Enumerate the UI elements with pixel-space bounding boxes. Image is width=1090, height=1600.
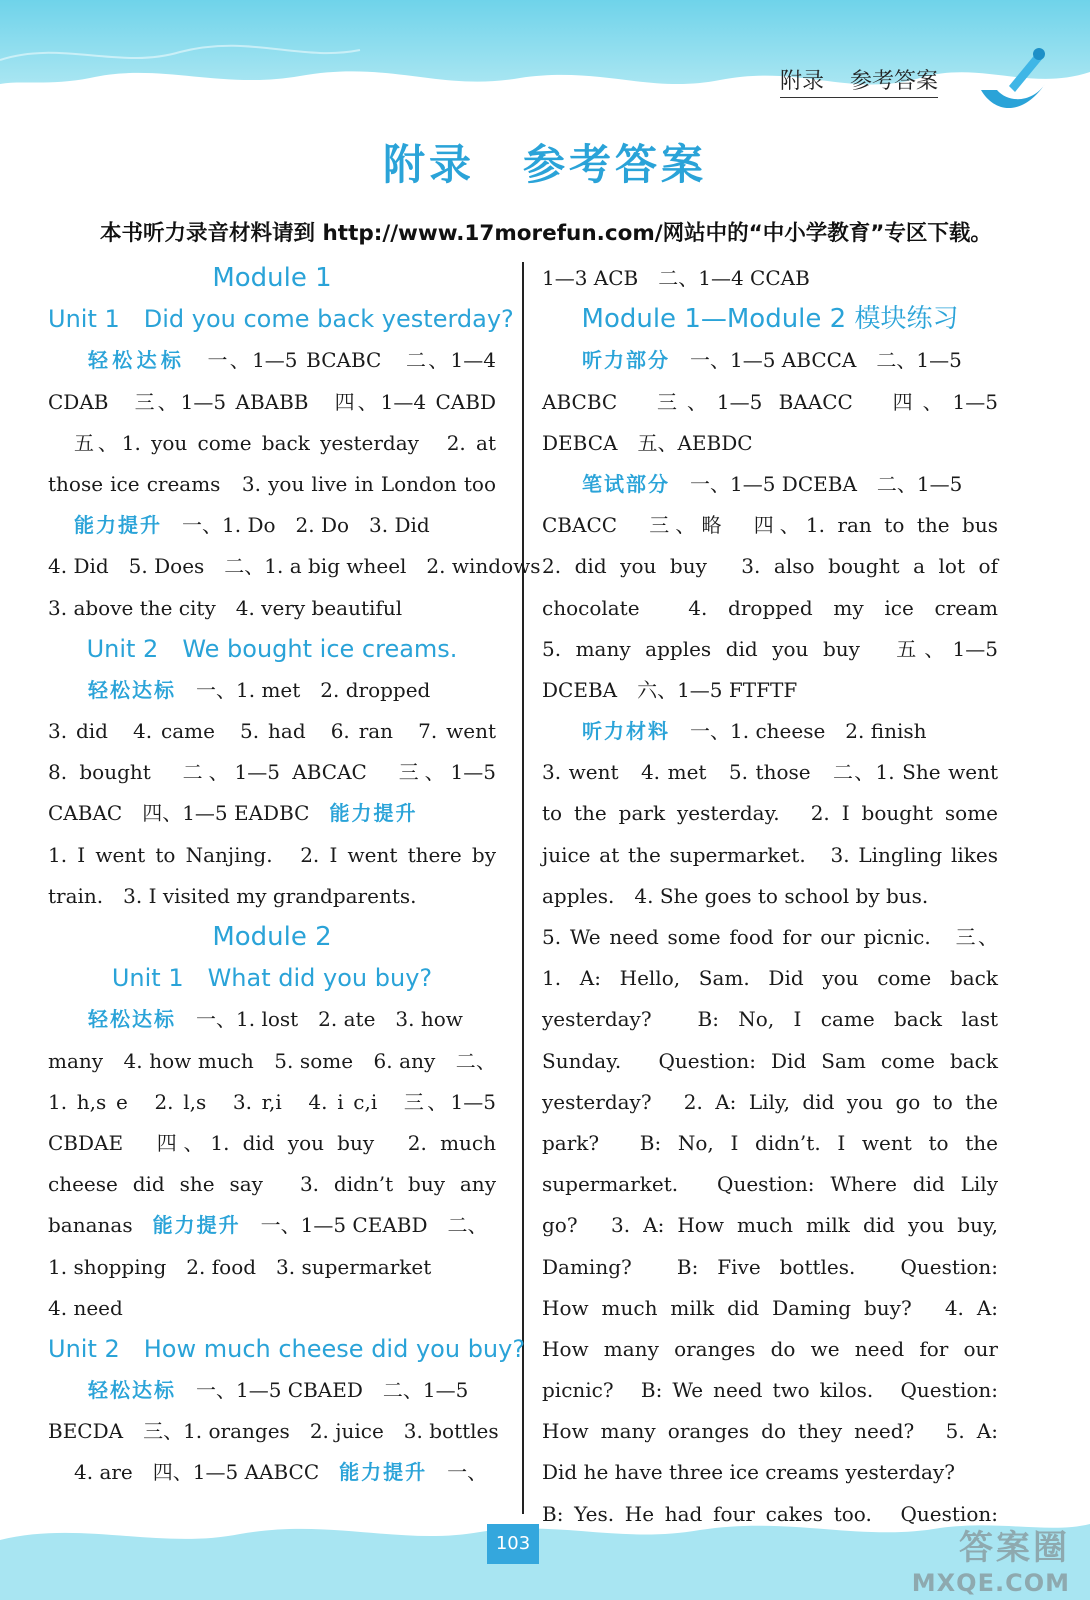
answer-line: supermarket. Question: Where did Lily xyxy=(542,1172,998,1197)
answer-line: many 4. how much 5. some 6. any 二、 xyxy=(48,1048,496,1073)
answer-line: those ice creams 3. you live in London too xyxy=(48,471,496,496)
section-tag: 轻松达标 xyxy=(88,1378,176,1403)
answer-line: 8. bought 二、1—5 ABCAC 三、1—5 xyxy=(48,760,496,785)
answer-line: 五、1. you come back yesterday 2. at xyxy=(74,430,496,455)
answer-line: 听力材料 一、1. cheese 2. finish xyxy=(582,719,927,744)
page-number: 103 xyxy=(487,1524,539,1564)
header-wave-band xyxy=(0,0,1090,120)
header-title: 参考答案 xyxy=(850,69,939,94)
answer-line: 1. h,s e 2. l,s 3. r,i 4. i c,i 三、1—5 xyxy=(48,1089,496,1114)
answer-line: 2. did you buy 3. also bought a lot of xyxy=(542,554,998,579)
answer-line: How many oranges do they need? 5. A: xyxy=(542,1419,998,1444)
answer-line: BECDA 三、1. oranges 2. juice 3. bottles xyxy=(48,1419,499,1444)
section-tag: 听力部分 xyxy=(582,348,670,373)
module-practice-heading: Module 1—Module 2 模块练习 xyxy=(581,304,959,335)
answer-line: train. 3. I visited my grandparents. xyxy=(48,883,417,908)
module-heading xyxy=(48,917,496,958)
answer-line: 笔试部分 一、1—5 DCEBA 二、1—5 xyxy=(582,471,963,496)
answer-line: chocolate 4. dropped my ice cream xyxy=(542,595,998,620)
answer-line: 1. shopping 2. food 3. supermarket xyxy=(48,1254,432,1279)
section-tag: 笔试部分 xyxy=(582,471,670,496)
answer-line: to the park yesterday. 2. I bought some xyxy=(542,801,998,826)
answer-line: ABCBC 三、1—5 BAACC 四、1—5 xyxy=(542,389,998,414)
m2-unit1-heading: Unit 1 What did you buy? xyxy=(111,964,433,993)
answer-line: DCEBA 六、1—5 FTFTF xyxy=(542,677,798,702)
answer-line: 3. went 4. met 5. those 二、1. She went xyxy=(542,760,998,785)
section-tag: 轻松达标 xyxy=(88,348,186,373)
answer-line: picnic? B: We need two kilos. Question: xyxy=(542,1378,998,1403)
unit-heading xyxy=(48,299,514,340)
section-tag: 能力提升 xyxy=(74,513,162,538)
answer-line: yesterday? B: No, I came back last xyxy=(542,1007,998,1032)
module-2-heading: Module 2 xyxy=(212,922,332,952)
answer-line: park? B: No, I didn’t. I went to the xyxy=(542,1130,998,1155)
answer-line: juice at the supermarket. 3. Lingling likes xyxy=(542,842,998,867)
section-tag: 能力提升 xyxy=(152,1213,241,1238)
answer-line: 4. need xyxy=(48,1295,123,1320)
answer-line: Sunday. Question: Did Sam come back xyxy=(542,1048,998,1073)
answer-line: 3. above the city 4. very beautiful xyxy=(48,595,403,620)
answer-line: DEBCA 五、AEBDC xyxy=(542,430,753,455)
answer-line: CABAC 四、1—5 EADBC 能力提升 xyxy=(48,801,418,826)
answer-line: 轻松达标 一、1—5 BCABC 二、1—4 xyxy=(88,348,496,373)
left-column xyxy=(48,258,541,1494)
answer-line: 1. I went to Nanjing. 2. I went there by xyxy=(48,842,496,867)
section-tag: 轻松达标 xyxy=(88,677,176,702)
m1-unit2-heading: Unit 2 We bought ice creams. xyxy=(86,634,458,663)
running-header xyxy=(780,64,938,98)
answer-line: 4. are 四、1—5 AABCC 能力提升 一、 xyxy=(74,1460,488,1485)
answer-line: Did he have three ice creams yesterday? xyxy=(542,1460,955,1485)
answer-line: CBACC 三、略 四、1. ran to the bus xyxy=(542,513,998,538)
answer-line: 轻松达标 一、1. lost 2. ate 3. how xyxy=(88,1007,463,1032)
answer-line: 能力提升 一、1. Do 2. Do 3. Did xyxy=(74,513,430,538)
answer-line: 1. A: Hello, Sam. Did you come back xyxy=(542,966,998,991)
section-tag: 轻松达标 xyxy=(88,1007,176,1032)
unit-heading xyxy=(48,958,496,999)
section-tag: 听力材料 xyxy=(582,719,670,744)
answer-line: 5. many apples did you buy 五、1—5 xyxy=(542,636,998,661)
answer-line: B: Yes. He had four cakes too. Question: xyxy=(542,1501,998,1526)
answer-line: 5. We need some food for our picnic. 三、 xyxy=(542,925,998,949)
answer-line: yesterday? 2. A: Lily, did you go to the xyxy=(542,1089,998,1114)
answer-line: bananas 能力提升 一、1—5 CEABD 二、 xyxy=(48,1213,488,1238)
answer-line: go? 3. A: How much milk did you buy, xyxy=(542,1213,998,1238)
unit-heading xyxy=(48,1329,526,1370)
m1-unit1-heading: Unit 1 Did you come back yesterday? xyxy=(48,305,514,334)
module-1-heading: Module 1 xyxy=(212,263,332,293)
answer-line: CBDAE 四、1. did you buy 2. much xyxy=(48,1130,496,1155)
page-title-right: 参考答案 xyxy=(523,140,708,189)
page-title-left: 附录 xyxy=(382,140,475,189)
answer-line: 轻松达标 一、1. met 2. dropped xyxy=(88,677,431,702)
module-heading xyxy=(48,258,496,299)
answer-line: How much milk did Daming buy? 4. A: xyxy=(542,1295,998,1320)
watermark-url: MXQE.COM xyxy=(911,1569,1070,1597)
answer-line: 1—3 ACB 二、1—4 CCAB xyxy=(542,266,810,290)
swoosh-logo-icon xyxy=(975,44,1055,120)
answer-line: apples. 4. She goes to school by bus. xyxy=(542,883,929,908)
answer-line: How many oranges do we need for our xyxy=(542,1336,998,1361)
header-section: 附录 xyxy=(780,69,825,94)
practice-heading xyxy=(542,299,998,340)
answer-line: 听力部分 一、1—5 ABCCA 二、1—5 xyxy=(582,348,962,373)
answer-line: 3. did 4. came 5. had 6. ran 7. went xyxy=(48,719,496,744)
section-tag: 能力提升 xyxy=(329,801,418,826)
answer-line: CDAB 三、1—5 ABABB 四、1—4 CABD xyxy=(48,389,496,414)
right-column xyxy=(542,258,998,1535)
page-title xyxy=(0,132,1090,192)
column-divider xyxy=(522,262,524,1514)
answer-line: Daming? B: Five bottles. Question: xyxy=(542,1254,998,1279)
unit-heading xyxy=(48,629,496,670)
m2-unit2-heading: Unit 2 How much cheese did you buy? xyxy=(48,1334,526,1363)
watermark-title: 答案圈 xyxy=(959,1528,1070,1568)
answer-line: cheese did she say 3. didn’t buy any xyxy=(48,1172,496,1197)
watermark xyxy=(890,1520,1070,1596)
download-notice: 本书听力录音材料请到 http://www.17morefun.com/网站中的“中小学教育”专区下载。 xyxy=(100,221,992,246)
answer-line: 轻松达标 一、1—5 CBAED 二、1—5 xyxy=(88,1378,469,1403)
answer-line: 4. Did 5. Does 二、1. a big wheel 2. windows xyxy=(48,554,541,579)
section-tag: 能力提升 xyxy=(339,1460,428,1485)
